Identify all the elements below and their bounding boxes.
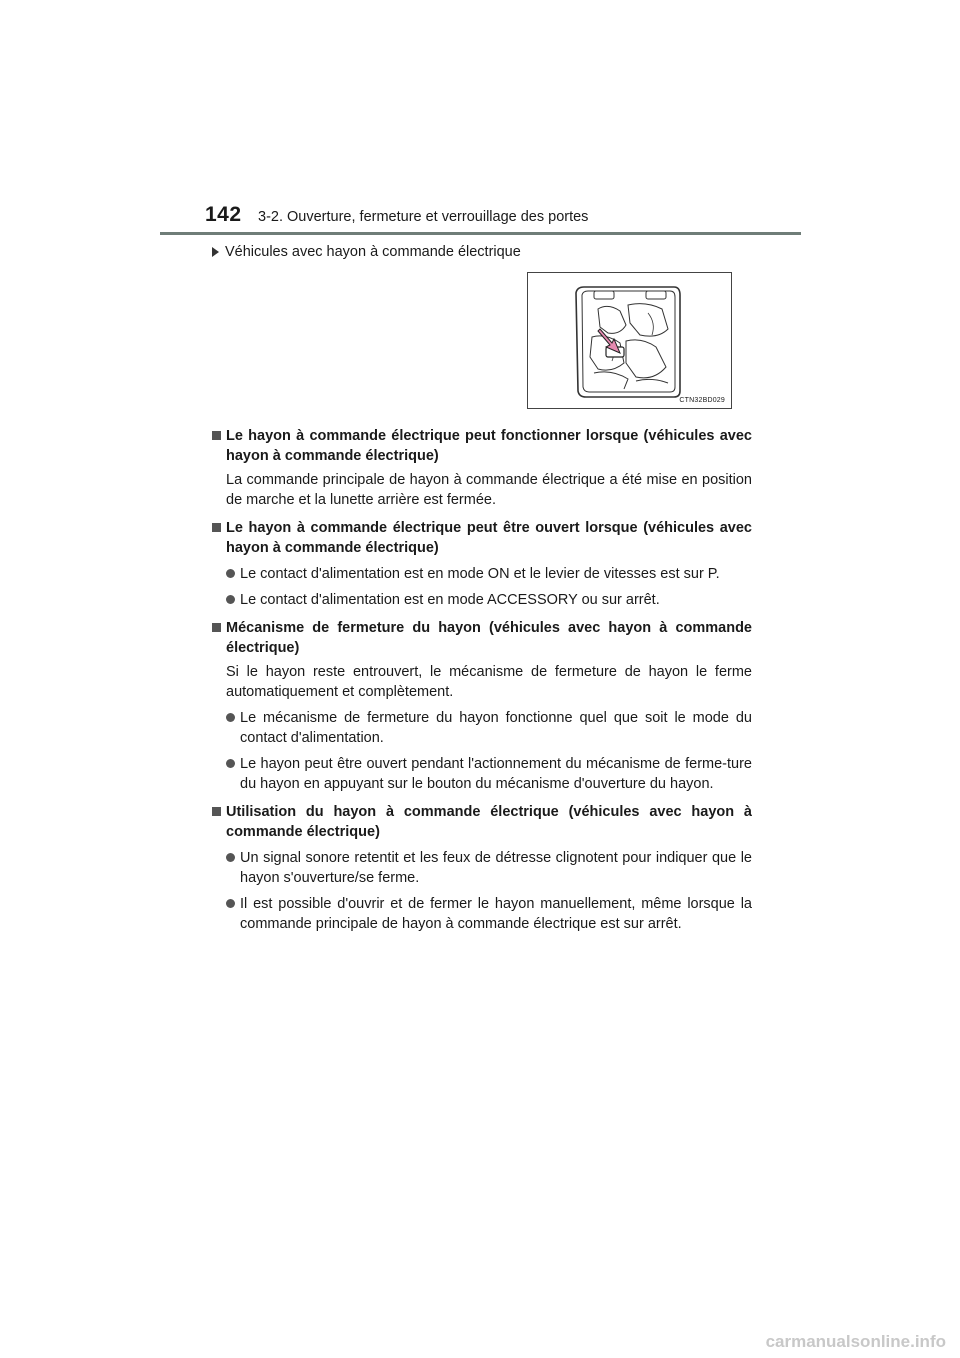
tailgate-illustration (527, 272, 732, 409)
sub-heading (212, 244, 521, 260)
triangle-bullet-icon (212, 247, 219, 257)
tailgate-switch-drawing (528, 273, 731, 408)
circle-bullet-icon (226, 853, 235, 862)
section-title: Mécanisme de fermeture du hayon (véhicules avec hayon à commande électrique) (212, 618, 752, 658)
section-paragraph: Si le hayon reste entrouvert, le mécanisme de fermeture de hayon le ferme automatiquement et complètement. (226, 664, 752, 700)
circle-bullet-icon (226, 759, 235, 768)
square-bullet-icon (212, 431, 221, 440)
circle-bullet-icon (226, 595, 235, 604)
bullet-item: Un signal sonore retentit et les feux de détresse clignotent pour indiquer que le hayon s'ouverture/se ferme. (212, 848, 752, 888)
figure-code: CTN32BD029 (679, 397, 725, 404)
main-content (212, 426, 752, 942)
square-bullet-icon (212, 807, 221, 816)
bullet-item: Le contact d'alimentation est en mode ON et le levier de vitesses est sur P. (212, 564, 752, 584)
square-bullet-icon (212, 623, 221, 632)
section-2 (212, 518, 752, 610)
section-title: Le hayon à commande électrique peut fonctionner lorsque (véhicules avec hayon à commande électrique) (212, 426, 752, 466)
section-4 (212, 802, 752, 934)
page-header (0, 0, 960, 240)
section-1 (212, 426, 752, 510)
bullet-item: Il est possible d'ouvrir et de fermer le hayon manuellement, même lorsque la commande principale de hayon à commande électrique est sur arrêt. (212, 894, 752, 934)
circle-bullet-icon (226, 569, 235, 578)
circle-bullet-icon (226, 899, 235, 908)
chapter-title: 3-2. Ouverture, fermeture et verrouillage des portes (258, 209, 589, 225)
section-paragraph: La commande principale de hayon à commande électrique a été mise en position de marche et la lunette arrière est fermée. (226, 472, 752, 508)
bullet-item: Le hayon peut être ouvert pendant l'actionnement du mécanisme de ferme-ture du hayon en appuyant sur le bouton du mécanisme d'ouverture du hayon. (212, 754, 752, 794)
section-3 (212, 618, 752, 794)
circle-bullet-icon (226, 713, 235, 722)
bullet-item: Le contact d'alimentation est en mode ACCESSORY ou sur arrêt. (212, 590, 752, 610)
header-rule (160, 232, 801, 235)
watermark: carmanualsonline.info (765, 1332, 946, 1351)
bullet-item: Le mécanisme de fermeture du hayon fonctionne quel que soit le mode du contact d'alimentation. (212, 708, 752, 748)
sub-heading-text: Véhicules avec hayon à commande électrique (225, 244, 521, 260)
page-number: 142 (205, 203, 242, 226)
section-title: Utilisation du hayon à commande électrique (véhicules avec hayon à commande électrique) (212, 802, 752, 842)
section-title: Le hayon à commande électrique peut être ouvert lorsque (véhicules avec hayon à commande électrique) (212, 518, 752, 558)
square-bullet-icon (212, 523, 221, 532)
